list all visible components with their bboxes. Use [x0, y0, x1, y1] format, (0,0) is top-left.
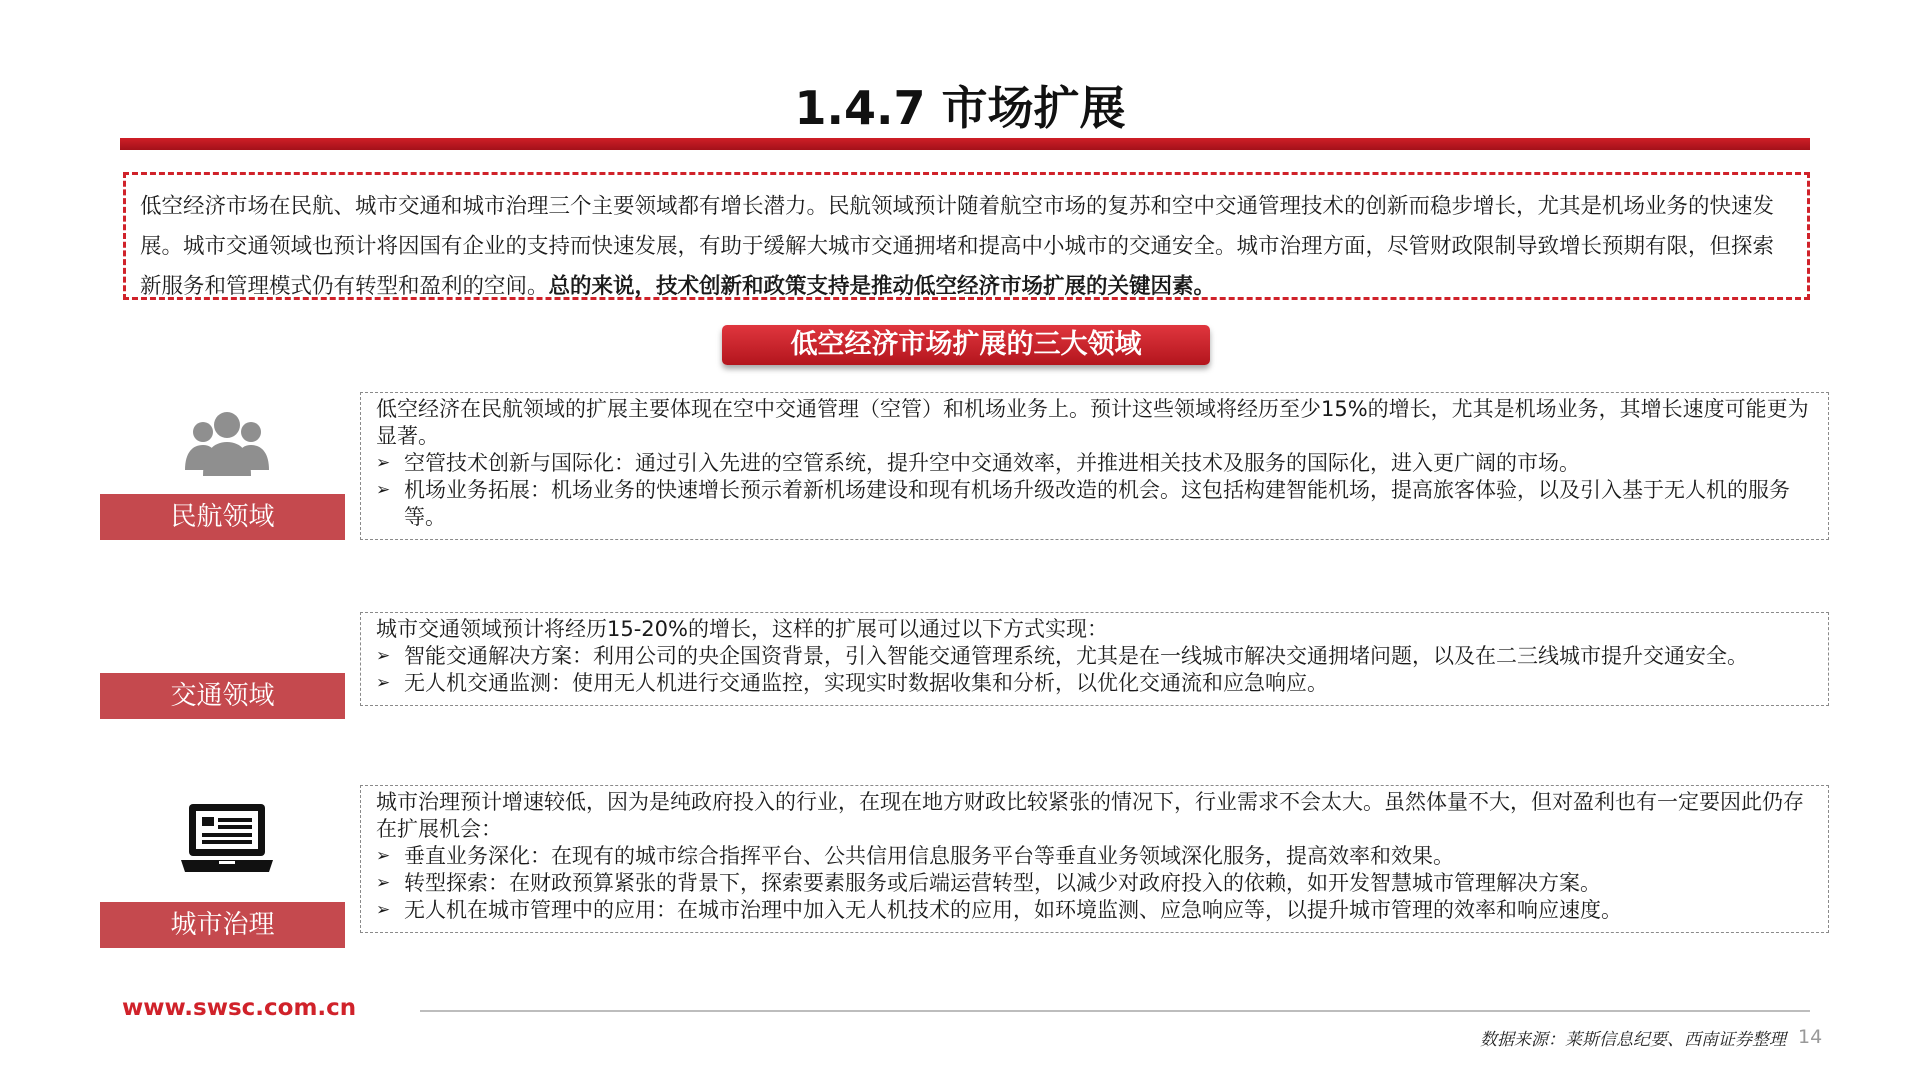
arrow-bullet-icon: ➢	[376, 453, 391, 473]
list-item: ➢ 智能交通解决方案：利用公司的央企国资背景，引入智能交通管理系统，尤其是在一线城市解决交通拥堵问题，以及在二三线城市提升交通安全。	[376, 644, 1748, 668]
arrow-bullet-icon: ➢	[376, 873, 391, 893]
arrow-bullet-icon: ➢	[376, 673, 391, 693]
section-banner: 低空经济市场扩展的三大领域	[722, 325, 1210, 365]
intro-box	[123, 172, 1810, 300]
title-rule	[120, 138, 1810, 150]
list-item: ➢ 空管技术创新与国际化：通过引入先进的空管系统，提升空中交通效率，并推进相关技术及服务的国际化，进入更广阔的市场。	[376, 451, 1580, 475]
intro-text: 低空经济市场在民航、城市交通和城市治理三个主要领域都有增长潜力。民航领域预计随着航空市场的复苏和空中交通管理技术的创新而稳步增长，尤其是机场业务的快速发展。城市交通领域也预计将因国有企业的支持而快速发展，有助于缓解大城市交通拥堵和提高中小城市的交通安全。城市治理方面，尽管财政限制导致增长预期有限，但探索新服务和管理模式仍有转型和盈利的空间。	[140, 194, 1775, 299]
domain-lead: 低空经济在民航领域的扩展主要体现在空中交通管理（空管）和机场业务上。预计这些领域将经历至少15%的增长，尤其是机场业务，其增长速度可能更为显著。	[376, 397, 1809, 448]
arrow-bullet-icon: ➢	[376, 900, 391, 920]
domain-lead: 城市交通领域预计将经历15-20%的增长，这样的扩展可以通过以下方式实现：	[376, 617, 1108, 641]
domain-content-transportation	[360, 612, 1829, 706]
domain-label-civil-aviation: 民航领域	[100, 494, 345, 540]
footer-rule	[420, 1010, 1810, 1012]
list-item: ➢ 垂直业务深化：在现有的城市综合指挥平台、公共信用信息服务平台等垂直业务领域深化服务，提高效率和效果。	[376, 844, 1454, 868]
list-item: ➢ 机场业务拓展：机场业务的快速增长预示着新机场建设和现有机场升级改造的机会。这包括构建智能机场，提高旅客体验，以及引入基于无人机的服务等。	[376, 478, 1790, 529]
domain-label-transportation: 交通领域	[100, 673, 345, 719]
list-item: ➢ 无人机在城市管理中的应用：在城市治理中加入无人机技术的应用，如环境监测、应急响应等，以提升城市管理的效率和响应速度。	[376, 898, 1622, 922]
domain-content-city-governance	[360, 785, 1829, 933]
arrow-bullet-icon: ➢	[376, 846, 391, 866]
laptop-document-icon	[179, 802, 275, 874]
list-item: ➢ 无人机交通监测：使用无人机进行交通监控，实现实时数据收集和分析，以优化交通流和应急响应。	[376, 671, 1328, 695]
domain-content-civil-aviation	[360, 392, 1829, 540]
arrow-bullet-icon: ➢	[376, 480, 391, 500]
people-group-icon	[181, 408, 273, 478]
intro-emphasis: 总的来说，技术创新和政策支持是推动低空经济市场扩展的关键因素。	[548, 274, 1216, 299]
domain-label-city-governance: 城市治理	[100, 902, 345, 948]
list-item: ➢ 转型探索：在财政预算紧张的背景下，探索要素服务或后端运营转型，以减少对政府投入的依赖，如开发智慧城市管理解决方案。	[376, 871, 1601, 895]
page-title: 1.4.7 市场扩展	[794, 81, 1126, 135]
arrow-bullet-icon: ➢	[376, 646, 391, 666]
page-number: 14	[1798, 1026, 1823, 1048]
domain-lead: 城市治理预计增速较低，因为是纯政府投入的行业，在现在地方财政比较紧张的情况下，行业需求不会太大。虽然体量不大，但对盈利也有一定要因此仍存在扩展机会：	[376, 790, 1804, 841]
footer-source: 数据来源：莱斯信息纪要、西南证券整理	[1480, 1030, 1786, 1050]
footer-url[interactable]: www.swsc.com.cn	[122, 995, 357, 1021]
